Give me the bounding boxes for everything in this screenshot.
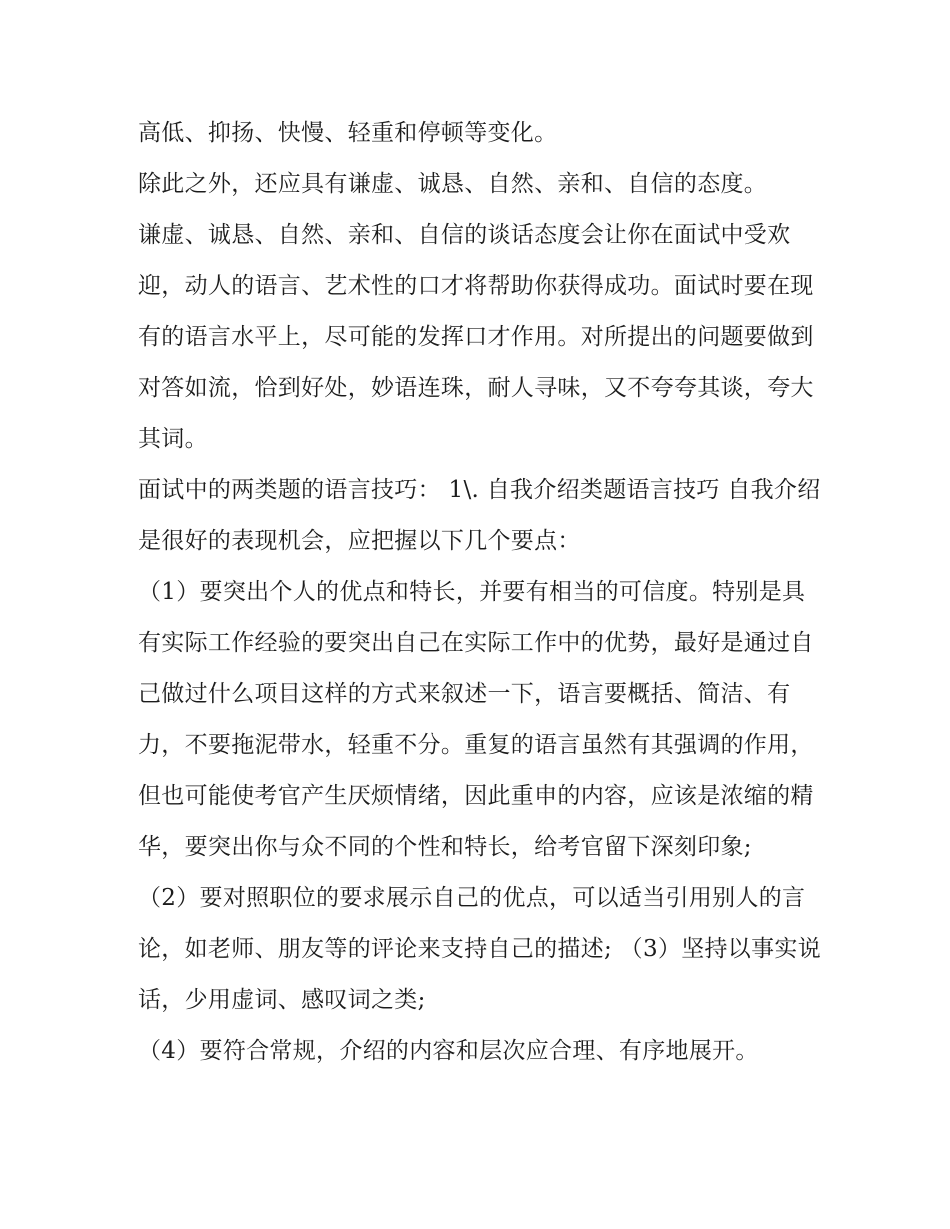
paragraph-two-question-types: 面试中的两类题的语言技巧： 1\. 自我介绍类题语言技巧 自我介绍是很好的表现机会，应把握以下几个要点： xyxy=(138,477,821,554)
paragraph-eloquence: 谦虚、诚恳、自然、亲和、自信的谈话态度会让你在面试中受欢迎，动人的语言、艺术性的口才将帮助你获得成功。面试时要在现有的语言水平上，尽可能的发挥口才作用。对所提出的问题要做到对答如流，恰到好处，妙语连珠，耐人寻味，又不夸夸其谈，夸大其词。 xyxy=(138,222,814,452)
paragraph-intonation: 高低、抑扬、快慢、轻重和停顿等变化。 xyxy=(138,120,558,146)
paragraph-point-4: （4）要符合常规，介绍的内容和层次应合理、有序地展开。 xyxy=(138,1038,759,1064)
paragraph-point-1: （1）要突出个人的优点和特长，并要有相当的可信度。特别是具有实际工作经验的要突出自己在实际工作中的优势，最好是通过自己做过什么项目这样的方式来叙述一下，语言要概括、简洁、有力，不要拖泥带水，轻重不分。重复的语言虽然有其强调的作用，但也可能使考官产生厌烦情绪，因此重申的内容，应该是浓缩的精华，要突出你与众不同的个性和特长，给考官留下深刻印象; xyxy=(138,579,814,860)
document-body xyxy=(138,108,828,1077)
paragraph-point-2-3: （2）要对照职位的要求展示自己的优点，可以适当引用别人的言论，如老师、朋友等的评论来支持自己的描述; （3）坚持以事实说话，少用虚词、感叹词之类; xyxy=(138,885,821,1013)
paragraph-attitude: 除此之外，还应具有谦虚、诚恳、自然、亲和、自信的态度。 xyxy=(138,171,768,197)
